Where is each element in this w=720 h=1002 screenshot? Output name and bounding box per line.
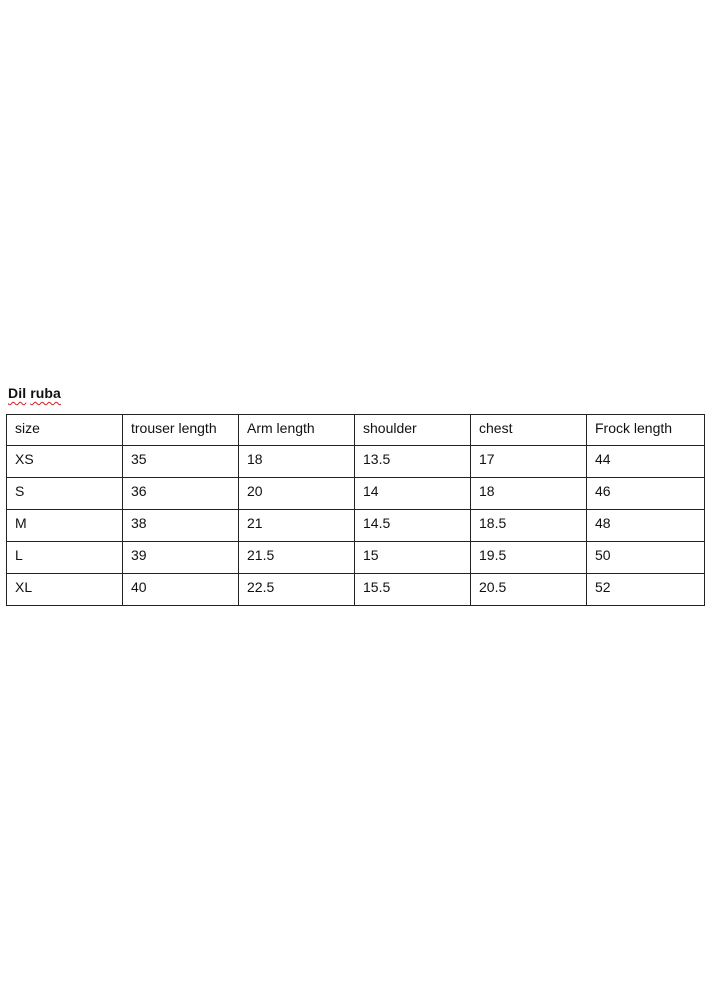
table-cell: 14 <box>355 478 471 510</box>
table-cell: 18 <box>239 446 355 478</box>
table-cell: 21 <box>239 510 355 542</box>
table-cell: 50 <box>587 542 705 574</box>
table-cell: 48 <box>587 510 705 542</box>
table-cell: 15.5 <box>355 574 471 606</box>
table-cell: 22.5 <box>239 574 355 606</box>
header-cell-chest: chest <box>471 415 587 446</box>
table-cell: 18.5 <box>471 510 587 542</box>
header-cell-frock-length: Frock length <box>587 415 705 446</box>
table-cell: 20.5 <box>471 574 587 606</box>
table-cell: XL <box>7 574 123 606</box>
document-title <box>8 385 61 401</box>
table-cell: 46 <box>587 478 705 510</box>
table-cell: 17 <box>471 446 587 478</box>
header-cell-trouser-length: trouser length <box>123 415 239 446</box>
table-cell: 39 <box>123 542 239 574</box>
table-cell: 20 <box>239 478 355 510</box>
table-cell: 44 <box>587 446 705 478</box>
table-cell: 19.5 <box>471 542 587 574</box>
table-cell: S <box>7 478 123 510</box>
table-cell: 15 <box>355 542 471 574</box>
table-row <box>7 510 705 542</box>
table-cell: 21.5 <box>239 542 355 574</box>
table-cell: 36 <box>123 478 239 510</box>
table-row <box>7 446 705 478</box>
table-cell: 14.5 <box>355 510 471 542</box>
size-chart-table <box>6 414 705 606</box>
table-cell: 38 <box>123 510 239 542</box>
table-row <box>7 542 705 574</box>
table-row <box>7 478 705 510</box>
header-cell-arm-length: Arm length <box>239 415 355 446</box>
table-header-row <box>7 415 705 446</box>
table-cell: L <box>7 542 123 574</box>
table-cell: 40 <box>123 574 239 606</box>
table-cell: M <box>7 510 123 542</box>
title-word-ruba: ruba <box>30 385 61 401</box>
table-cell: 35 <box>123 446 239 478</box>
table-cell: XS <box>7 446 123 478</box>
table-cell: 18 <box>471 478 587 510</box>
table-row <box>7 574 705 606</box>
title-word-dil: Dil <box>8 385 27 401</box>
header-cell-shoulder: shoulder <box>355 415 471 446</box>
table-cell: 52 <box>587 574 705 606</box>
table-cell: 13.5 <box>355 446 471 478</box>
header-cell-size: size <box>7 415 123 446</box>
